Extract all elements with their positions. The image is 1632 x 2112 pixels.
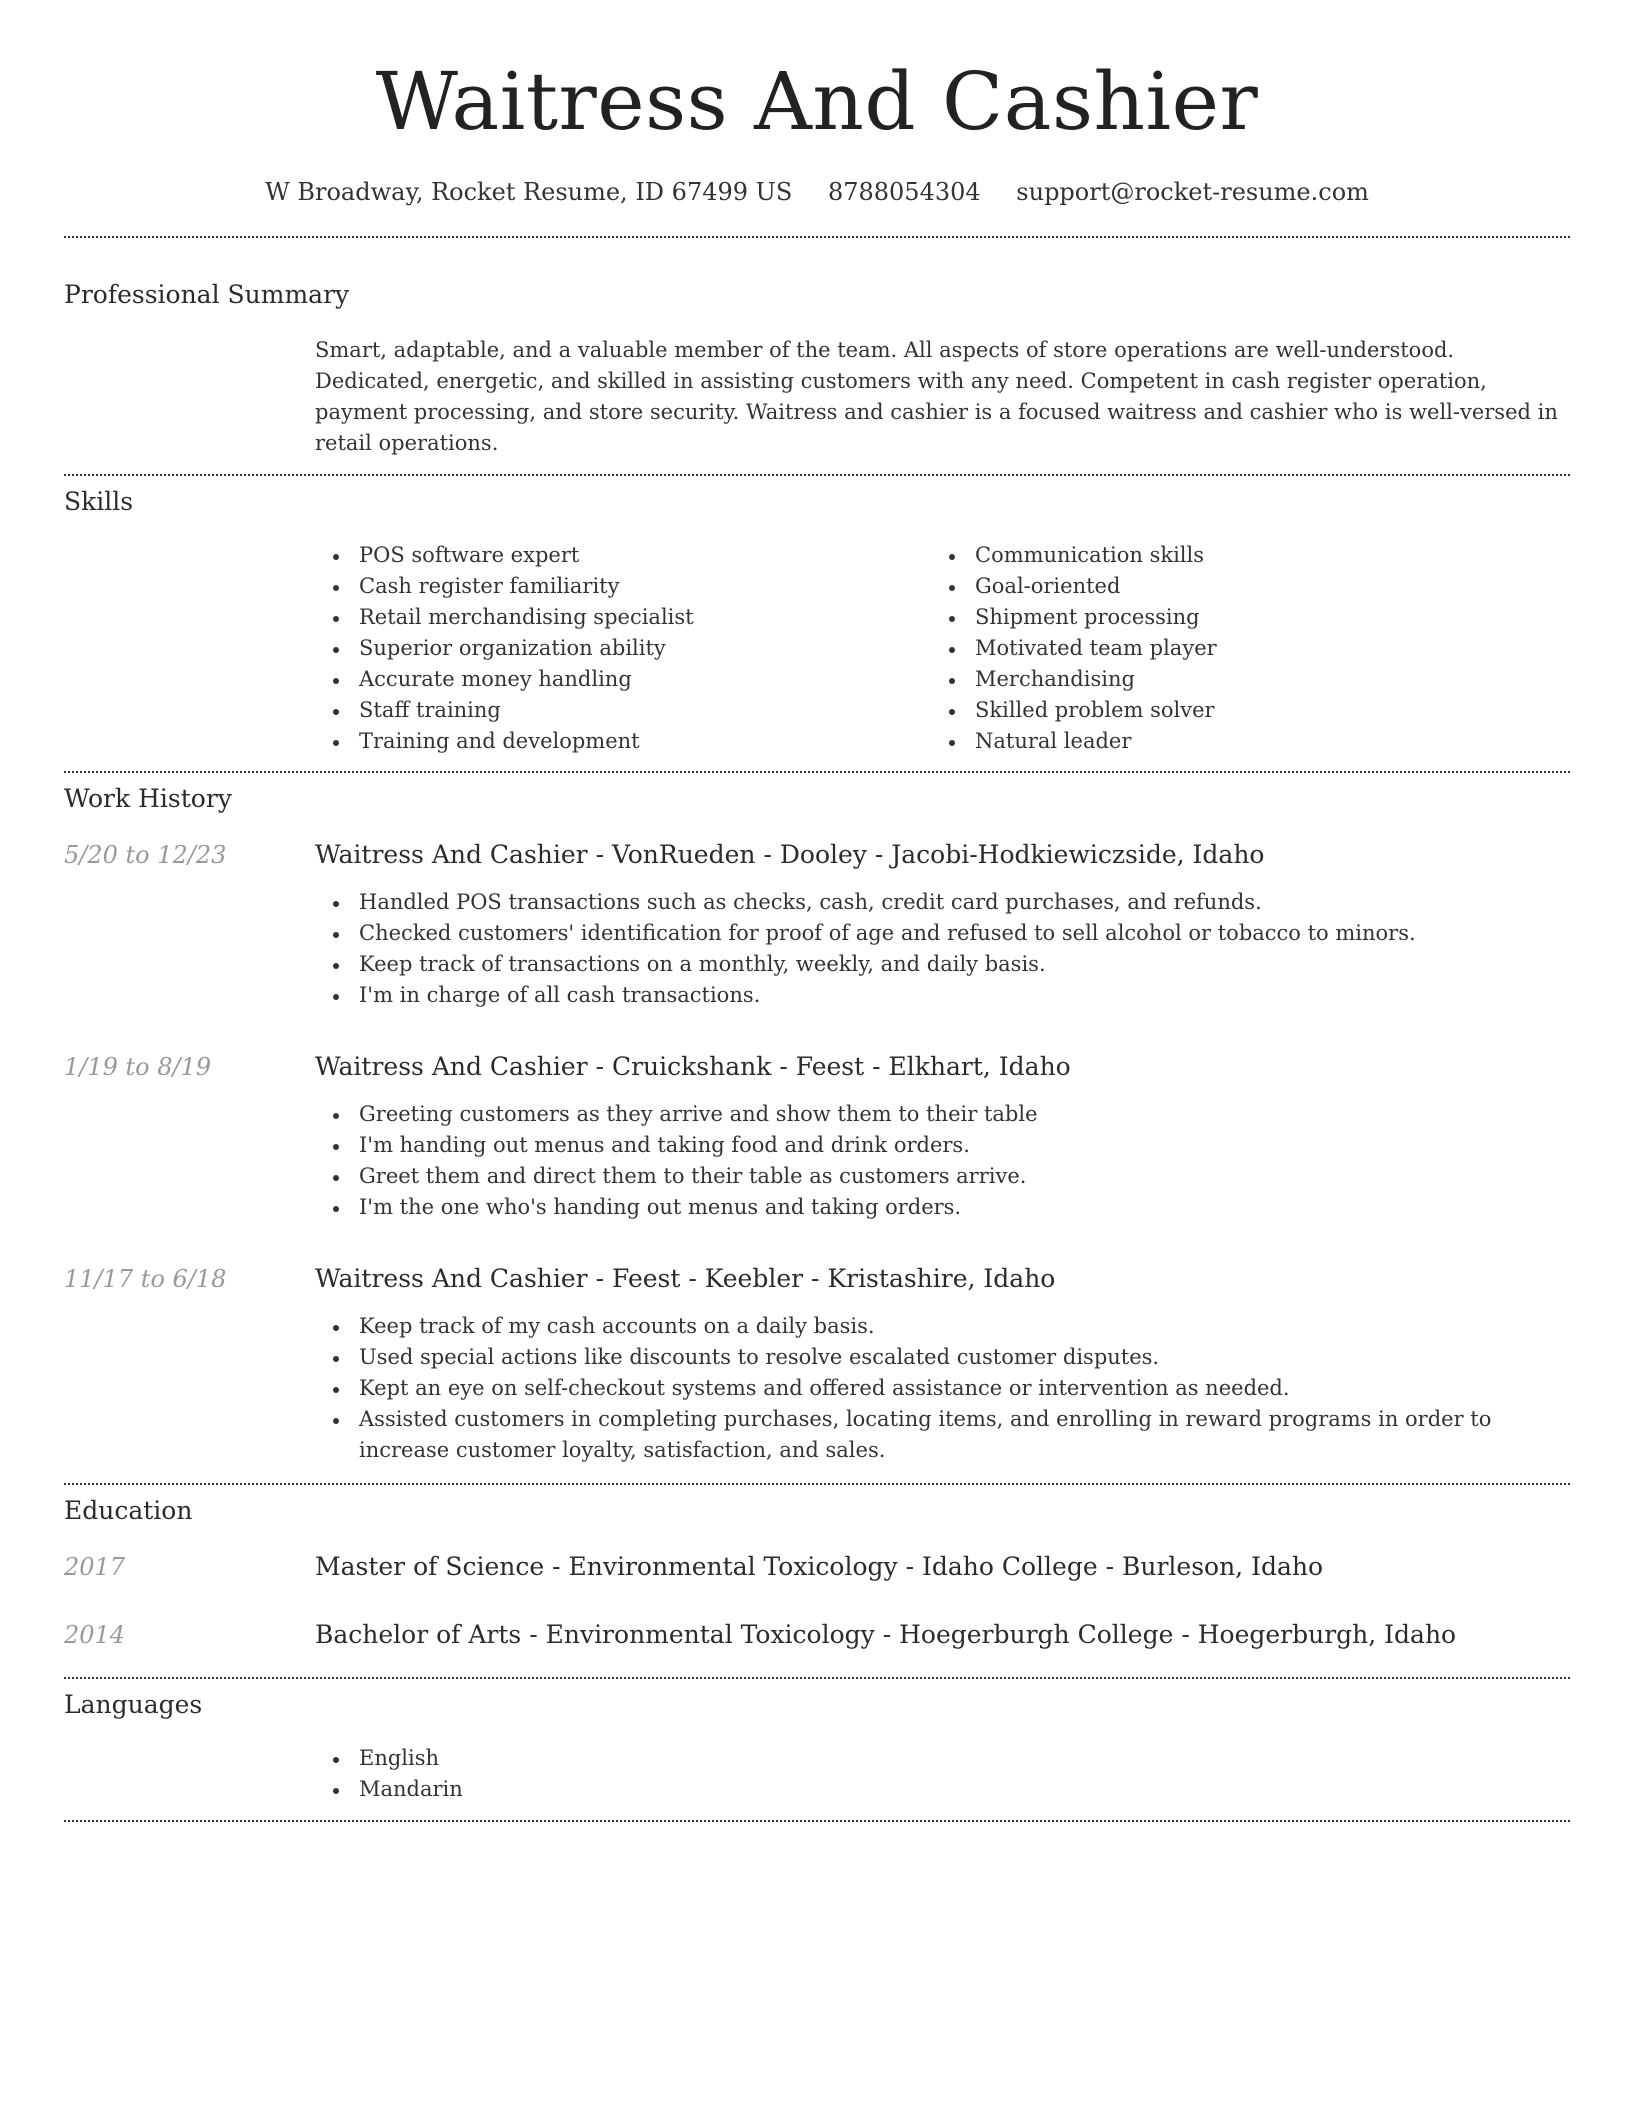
duty-item: I'm in charge of all cash transactions. [315, 980, 1570, 1011]
job-duties [315, 1099, 1570, 1223]
work-title: Work History [64, 784, 232, 813]
divider [64, 771, 1570, 773]
job-entry [64, 1051, 1570, 1223]
skill-item: Goal-oriented [931, 571, 1547, 602]
education-entry [64, 1551, 1570, 1583]
resume-page [64, 0, 1570, 1822]
skills-title: Skills [64, 487, 134, 516]
job-entry [64, 1263, 1570, 1466]
school: - Idaho College - Burleson, Idaho [897, 1552, 1324, 1581]
divider [64, 474, 1570, 476]
skill-item: POS software expert [315, 540, 931, 571]
skill-item: Retail merchandising specialist [315, 602, 931, 633]
languages-list [315, 1743, 1570, 1805]
summary-text: Smart, adaptable, and a valuable member of the team. All aspects of store operations are well-understood. Dedicated, energetic, and skilled in assisting customers with any need. Competent in cash register operation, payment processing, and store security. Waitress and cashier is a focused waitress and cashier who is well-versed in retail operations. [315, 338, 1558, 455]
education-date: 2014 [64, 1621, 126, 1649]
summary-title: Professional Summary [64, 280, 350, 309]
school: - Hoegerburgh College - Hoegerburgh, Idaho [874, 1620, 1457, 1649]
job-entry [64, 839, 1570, 1011]
skill-item: Natural leader [931, 726, 1547, 757]
skill-item: Merchandising [931, 664, 1547, 695]
duty-item: I'm the one who's handing out menus and taking orders. [315, 1192, 1570, 1223]
email: support@rocket-resume.com [1016, 178, 1369, 206]
education-entry [64, 1619, 1570, 1651]
job-date: 11/17 to 6/18 [64, 1265, 227, 1293]
education-date: 2017 [64, 1553, 126, 1581]
degree: Bachelor of Arts - Environmental Toxicology [315, 1620, 875, 1649]
duty-item: Checked customers' identification for proof of age and refused to sell alcohol or tobacco to minors. [315, 918, 1570, 949]
skill-item: Staff training [315, 695, 931, 726]
skills-list [315, 540, 1570, 757]
duty-item: Greet them and direct them to their table as customers arrive. [315, 1161, 1570, 1192]
language-item: English [315, 1743, 1570, 1774]
job-date: 5/20 to 12/23 [64, 841, 227, 869]
divider [64, 1820, 1570, 1822]
candidate-name: Waitress And Cashier [375, 55, 1259, 148]
divider [64, 1677, 1570, 1679]
divider [64, 1483, 1570, 1485]
skill-item: Superior organization ability [315, 633, 931, 664]
job-heading: Waitress And Cashier - Feest - Keebler - Kristashire, Idaho [315, 1264, 1056, 1293]
duty-item: I'm handing out menus and taking food and drink orders. [315, 1130, 1570, 1161]
language-item: Mandarin [315, 1774, 1570, 1805]
education-title: Education [64, 1496, 193, 1525]
skills-right-column [931, 540, 1547, 757]
skill-item: Accurate money handling [315, 664, 931, 695]
skill-item: Skilled problem solver [931, 695, 1547, 726]
duty-item: Keep track of my cash accounts on a daily basis. [315, 1311, 1570, 1342]
job-heading: Waitress And Cashier - Cruickshank - Feest - Elkhart, Idaho [315, 1052, 1071, 1081]
skill-item: Cash register familiarity [315, 571, 931, 602]
duty-item: Used special actions like discounts to resolve escalated customer disputes. [315, 1342, 1570, 1373]
duty-item: Kept an eye on self-checkout systems and offered assistance or intervention as needed. [315, 1373, 1570, 1404]
skill-item: Training and development [315, 726, 931, 757]
languages-title: Languages [64, 1690, 203, 1719]
skill-item: Motivated team player [931, 633, 1547, 664]
duty-item: Keep track of transactions on a monthly, weekly, and daily basis. [315, 949, 1570, 980]
contact-line [64, 176, 1570, 208]
divider [64, 236, 1570, 238]
job-duties [315, 887, 1570, 1011]
degree: Master of Science - Environmental Toxicology [315, 1552, 898, 1581]
duty-item: Greeting customers as they arrive and show them to their table [315, 1099, 1570, 1130]
job-date: 1/19 to 8/19 [64, 1053, 212, 1081]
duty-item: Handled POS transactions such as checks, cash, credit card purchases, and refunds. [315, 887, 1570, 918]
skill-item: Shipment processing [931, 602, 1547, 633]
duty-item: Assisted customers in completing purchases, locating items, and enrolling in reward programs in order to increase customer loyalty, satisfaction, and sales. [315, 1404, 1570, 1466]
address: W Broadway, Rocket Resume, ID 67499 US [265, 178, 793, 206]
skill-item: Communication skills [931, 540, 1547, 571]
education-heading [315, 1551, 1323, 1583]
phone: 8788054304 [827, 178, 981, 206]
education-heading [315, 1619, 1456, 1651]
job-heading: Waitress And Cashier - VonRueden - Dooley - Jacobi-Hodkiewiczside, Idaho [315, 840, 1265, 869]
job-duties [315, 1311, 1570, 1466]
skills-left-column [315, 540, 931, 757]
